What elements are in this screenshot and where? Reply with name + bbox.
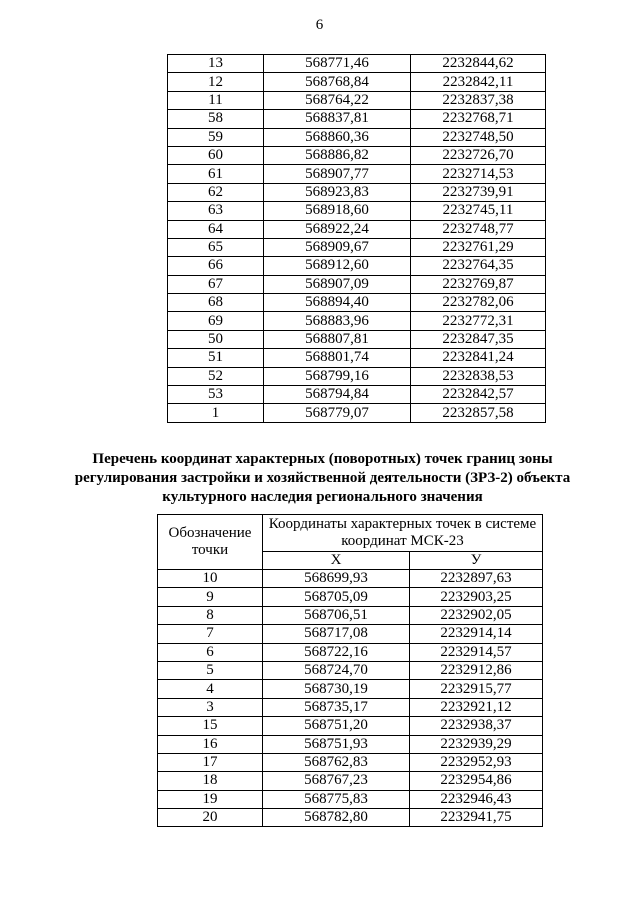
table2-body [158,570,543,827]
cell-y: 2232726,70 [411,146,546,164]
cell-point: 52 [168,367,264,385]
cell-x: 568751,93 [263,735,410,753]
table-row [158,680,543,698]
cell-y: 2232952,93 [410,753,543,771]
cell-y: 2232939,29 [410,735,543,753]
cell-x: 568762,83 [263,753,410,771]
cell-point: 13 [168,55,264,73]
cell-y: 2232903,25 [410,588,543,606]
cell-point: 5 [158,661,263,679]
table-row [158,625,543,643]
cell-point: 19 [158,790,263,808]
cell-point: 20 [158,809,263,827]
cell-point: 53 [168,386,264,404]
table-row [168,183,546,201]
cell-y: 2232714,53 [411,165,546,183]
cell-y: 2232761,29 [411,238,546,256]
cell-y: 2232938,37 [410,717,543,735]
cell-x: 568922,24 [264,220,411,238]
cell-point: 69 [168,312,264,330]
cell-x: 568699,93 [263,570,410,588]
header-y: У [410,552,543,570]
table-row [168,91,546,109]
cell-point: 64 [168,220,264,238]
header-x: X [263,552,410,570]
cell-x: 568764,22 [264,91,411,109]
table-row [168,238,546,256]
cell-point: 60 [168,146,264,164]
cell-x: 568909,67 [264,238,411,256]
cell-x: 568918,60 [264,202,411,220]
cell-point: 11 [168,91,264,109]
cell-x: 568912,60 [264,257,411,275]
table-row [158,772,543,790]
cell-y: 2232915,77 [410,680,543,698]
cell-y: 2232914,14 [410,625,543,643]
cell-x: 568794,84 [264,386,411,404]
cell-x: 568767,23 [263,772,410,790]
cell-point: 3 [158,698,263,716]
cell-x: 568907,09 [264,275,411,293]
table-row [168,312,546,330]
cell-x: 568724,70 [263,661,410,679]
cell-y: 2232946,43 [410,790,543,808]
zrz2-coordinates-table [157,514,543,827]
cell-y: 2232772,31 [411,312,546,330]
cell-point: 8 [158,606,263,624]
cell-y: 2232748,77 [411,220,546,238]
table-row [168,110,546,128]
cell-y: 2232739,91 [411,183,546,201]
table-row [158,809,543,827]
cell-y: 2232782,06 [411,294,546,312]
table-row [158,606,543,624]
cell-x: 568782,80 [263,809,410,827]
cell-y: 2232842,57 [411,386,546,404]
table-row [168,330,546,348]
table-row [158,588,543,606]
cell-x: 568768,84 [264,73,411,91]
coordinates-table-continued [167,54,546,423]
cell-y: 2232857,58 [411,404,546,422]
cell-y: 2232954,86 [410,772,543,790]
table-row [158,661,543,679]
table-row [168,275,546,293]
cell-point: 16 [158,735,263,753]
heading-line-2: регулирования застройки и хозяйственной деятельности (ЗРЗ-2) объекта [74,470,571,486]
cell-point: 68 [168,294,264,312]
cell-x: 568894,40 [264,294,411,312]
cell-y: 2232941,75 [410,809,543,827]
table-row [168,349,546,367]
cell-point: 61 [168,165,264,183]
table-row [168,257,546,275]
cell-point: 67 [168,275,264,293]
cell-y: 2232897,63 [410,570,543,588]
page-number: 6 [315,17,324,33]
cell-point: 51 [168,349,264,367]
table-row [168,367,546,385]
table-row [168,202,546,220]
section-heading [60,450,585,507]
cell-x: 568779,07 [264,404,411,422]
table-row [168,146,546,164]
table-row [168,220,546,238]
table-row [168,128,546,146]
cell-y: 2232769,87 [411,275,546,293]
cell-y: 2232748,50 [411,128,546,146]
cell-x: 568751,20 [263,717,410,735]
cell-y: 2232914,57 [410,643,543,661]
table-row [168,73,546,91]
heading-line-1: Перечень координат характерных (поворотных) точек границ зоны [92,451,553,467]
header-coordinates: Координаты характерных точек в системе координат МСК-23 [263,515,543,552]
cell-y: 2232745,11 [411,202,546,220]
cell-y: 2232844,62 [411,55,546,73]
table-row [158,643,543,661]
table-row [158,698,543,716]
cell-x: 568717,08 [263,625,410,643]
cell-point: 15 [158,717,263,735]
cell-y: 2232912,86 [410,661,543,679]
cell-x: 568923,83 [264,183,411,201]
cell-x: 568860,36 [264,128,411,146]
cell-y: 2232768,71 [411,110,546,128]
table-row [168,165,546,183]
cell-point: 4 [158,680,263,698]
cell-y: 2232838,53 [411,367,546,385]
cell-y: 2232841,24 [411,349,546,367]
cell-point: 65 [168,238,264,256]
cell-point: 7 [158,625,263,643]
cell-point: 62 [168,183,264,201]
cell-x: 568706,51 [263,606,410,624]
cell-x: 568886,82 [264,146,411,164]
heading-line-3: культурного наследия регионального значения [162,489,483,505]
cell-point: 18 [158,772,263,790]
cell-y: 2232842,11 [411,73,546,91]
table-row [168,55,546,73]
table-row [168,386,546,404]
table-row [168,294,546,312]
cell-point: 1 [168,404,264,422]
cell-x: 568775,83 [263,790,410,808]
cell-x: 568799,16 [264,367,411,385]
table-row [158,753,543,771]
table-row [158,570,543,588]
cell-x: 568735,17 [263,698,410,716]
cell-point: 50 [168,330,264,348]
cell-x: 568801,74 [264,349,411,367]
table-row [158,790,543,808]
cell-point: 17 [158,753,263,771]
header-point-designation: Обозначение точки [158,515,263,570]
cell-x: 568730,19 [263,680,410,698]
cell-point: 10 [158,570,263,588]
cell-point: 58 [168,110,264,128]
cell-x: 568807,81 [264,330,411,348]
cell-x: 568837,81 [264,110,411,128]
table-row [158,735,543,753]
cell-point: 66 [168,257,264,275]
table1-body [168,55,546,423]
cell-point: 63 [168,202,264,220]
cell-y: 2232837,38 [411,91,546,109]
cell-point: 59 [168,128,264,146]
cell-point: 12 [168,73,264,91]
table-row [158,717,543,735]
cell-y: 2232764,35 [411,257,546,275]
cell-point: 9 [158,588,263,606]
cell-x: 568883,96 [264,312,411,330]
table-row [168,404,546,422]
cell-x: 568722,16 [263,643,410,661]
cell-y: 2232902,05 [410,606,543,624]
cell-x: 568771,46 [264,55,411,73]
cell-x: 568705,09 [263,588,410,606]
cell-y: 2232847,35 [411,330,546,348]
cell-point: 6 [158,643,263,661]
cell-y: 2232921,12 [410,698,543,716]
cell-x: 568907,77 [264,165,411,183]
